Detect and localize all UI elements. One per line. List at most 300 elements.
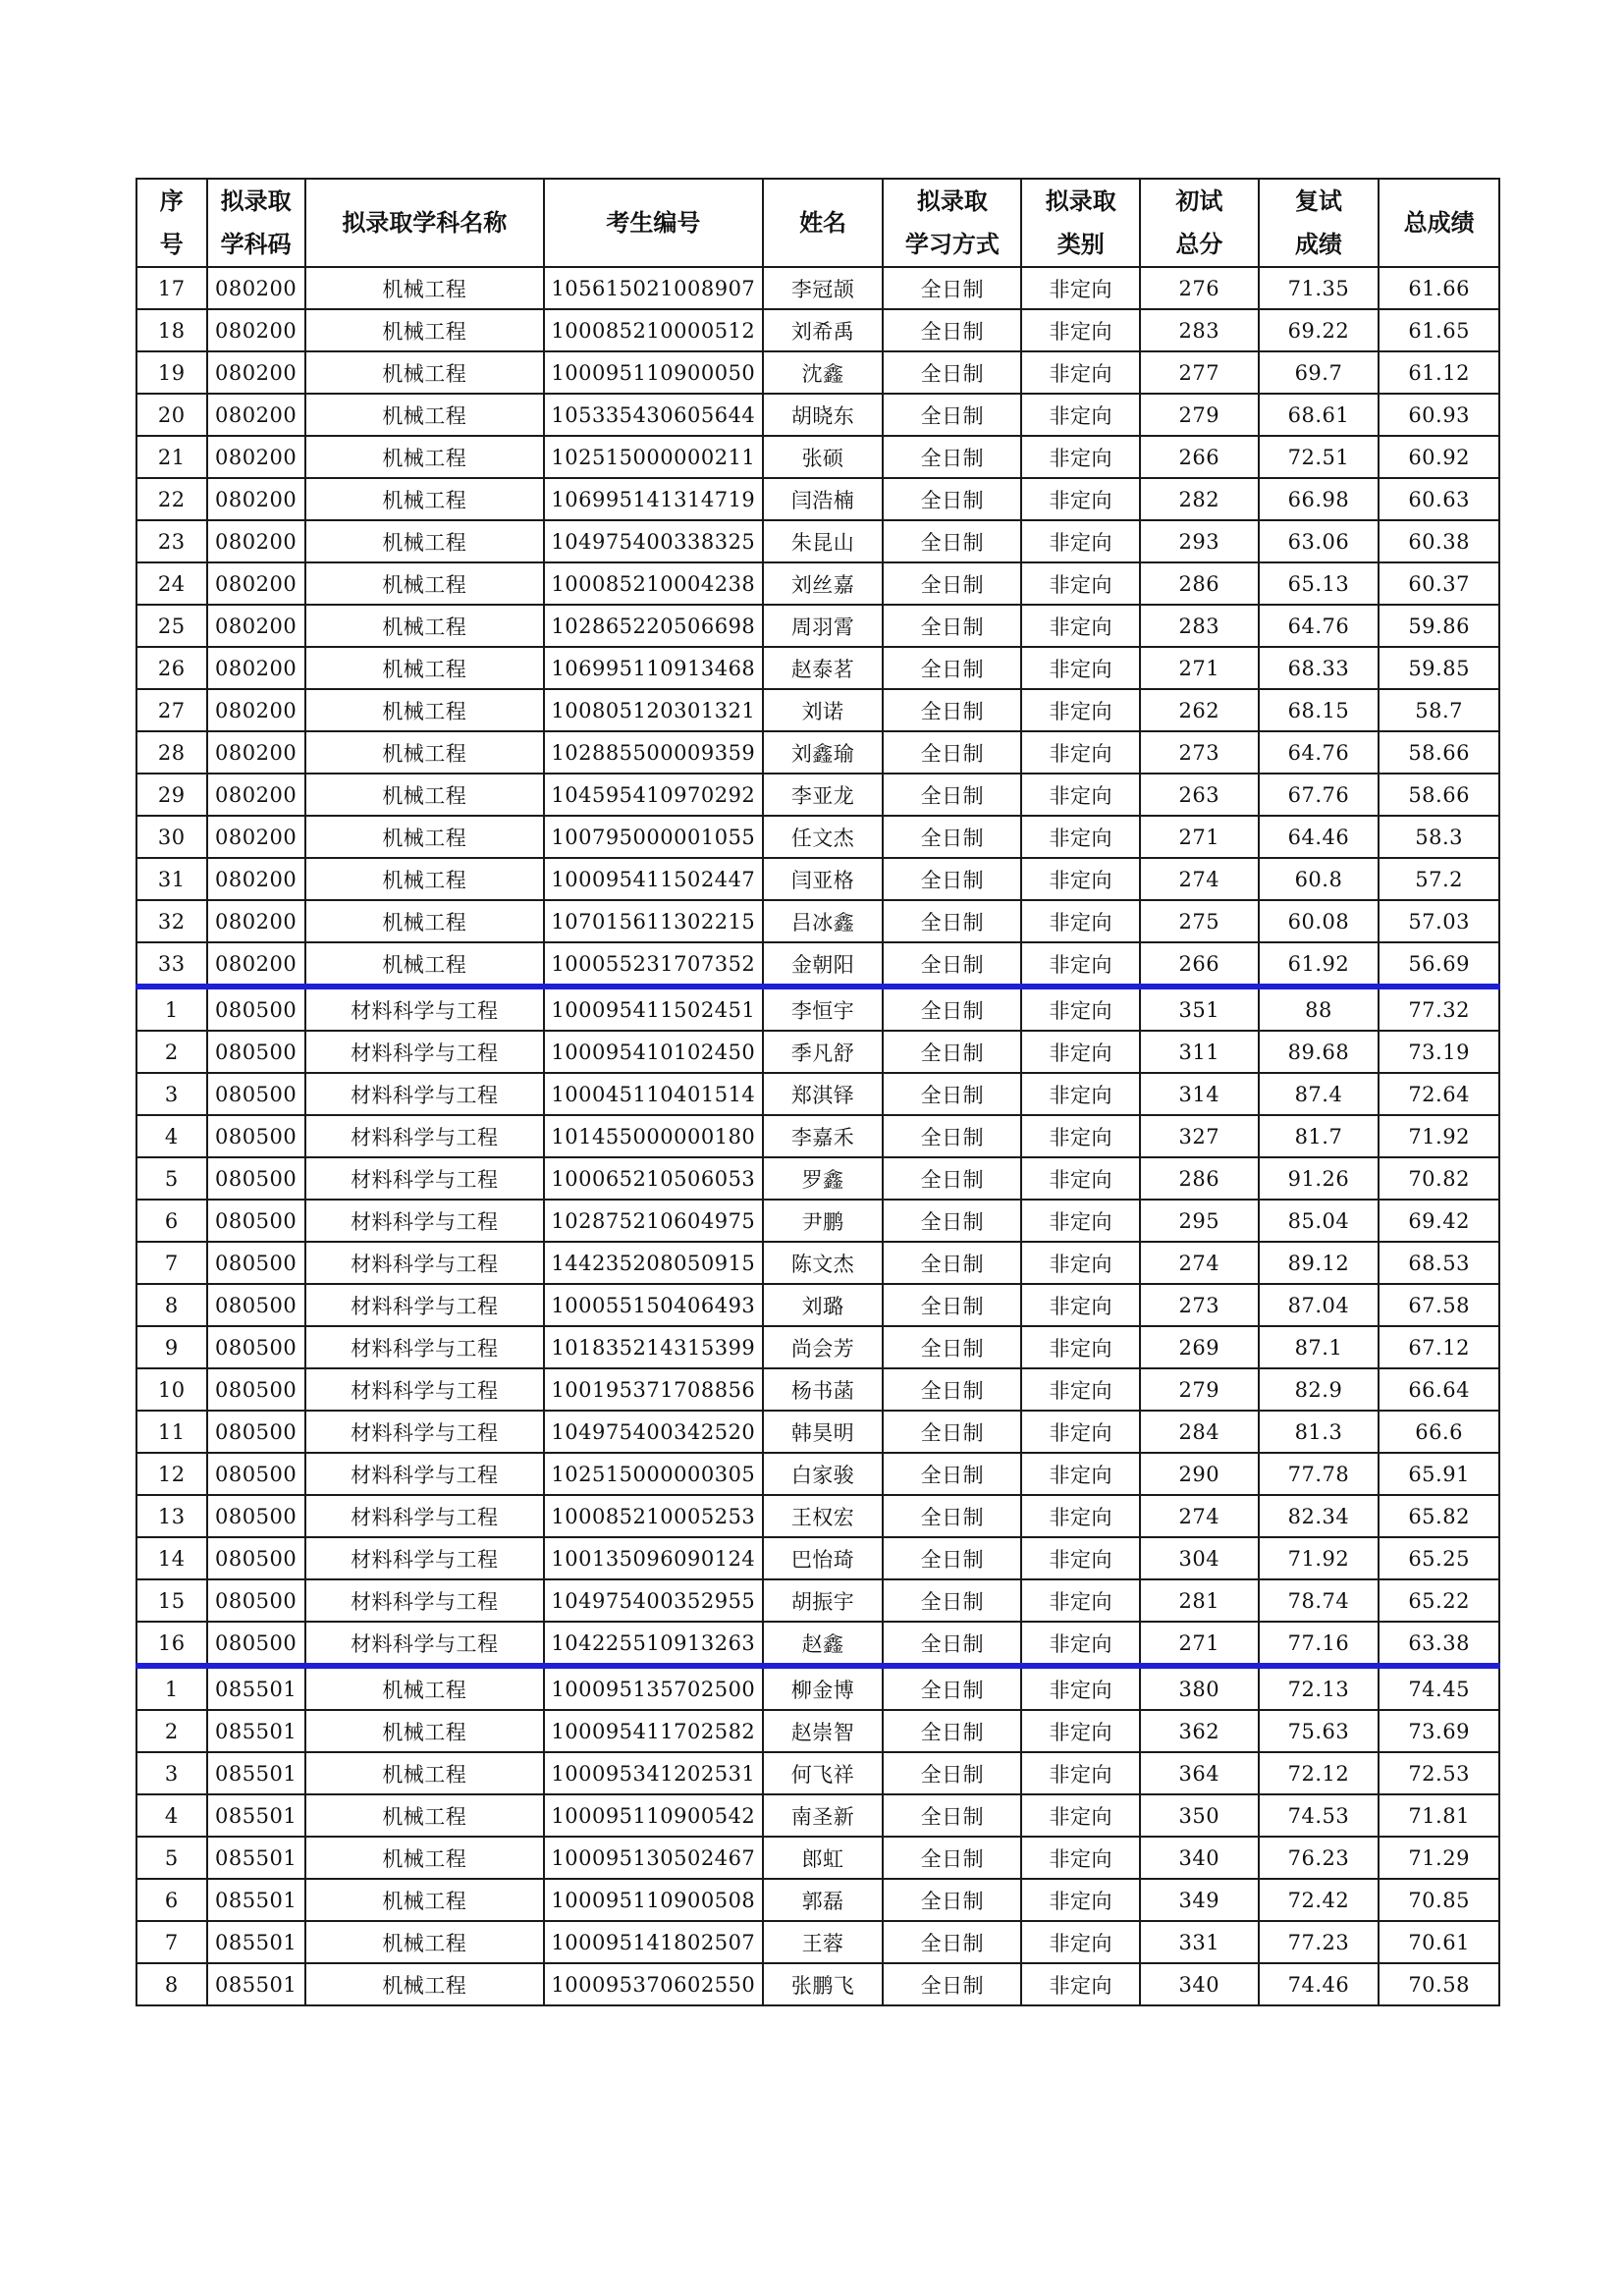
cell-total-score: 72.53 — [1379, 1752, 1499, 1794]
cell-category: 非定向 — [1021, 731, 1140, 774]
cell-prelim-score: 271 — [1140, 647, 1259, 689]
cell-seq: 18 — [136, 309, 207, 351]
cell-seq: 10 — [136, 1368, 207, 1411]
cell-category: 非定向 — [1021, 987, 1140, 1031]
cell-retest-score: 77.23 — [1259, 1921, 1380, 1963]
cell-prelim-score: 331 — [1140, 1921, 1259, 1963]
cell-total-score: 58.7 — [1379, 689, 1499, 731]
cell-study-mode: 全日制 — [883, 987, 1021, 1031]
cell-subject-name: 机械工程 — [305, 942, 544, 987]
cell-candidate-id: 144235208050915 — [544, 1242, 763, 1284]
table-row — [136, 478, 1499, 520]
cell-total-score: 70.58 — [1379, 1963, 1499, 2005]
cell-prelim-score: 266 — [1140, 436, 1259, 478]
cell-subject-code: 080500 — [207, 1622, 305, 1666]
cell-total-score: 59.86 — [1379, 605, 1499, 647]
header-candidate-id — [544, 179, 763, 267]
cell-subject-name: 机械工程 — [305, 1879, 544, 1921]
cell-seq: 16 — [136, 1622, 207, 1666]
cell-study-mode: 全日制 — [883, 562, 1021, 605]
cell-total-score: 60.92 — [1379, 436, 1499, 478]
cell-candidate-id: 107015611302215 — [544, 900, 763, 942]
cell-retest-score: 71.35 — [1259, 267, 1380, 309]
cell-study-mode: 全日制 — [883, 1368, 1021, 1411]
cell-candidate-id: 105335430605644 — [544, 394, 763, 436]
cell-subject-name: 材料科学与工程 — [305, 1495, 544, 1537]
cell-total-score: 73.19 — [1379, 1031, 1499, 1073]
cell-subject-code: 080200 — [207, 731, 305, 774]
cell-prelim-score: 283 — [1140, 309, 1259, 351]
header-label: 拟录取 — [916, 187, 988, 215]
cell-subject-name: 机械工程 — [305, 1666, 544, 1710]
cell-total-score: 60.37 — [1379, 562, 1499, 605]
cell-candidate-id: 106995110913468 — [544, 647, 763, 689]
cell-category: 非定向 — [1021, 1453, 1140, 1495]
header-label: 成绩 — [1294, 230, 1342, 258]
cell-retest-score: 61.92 — [1259, 942, 1380, 987]
cell-total-score: 70.61 — [1379, 1921, 1499, 1963]
cell-prelim-score: 281 — [1140, 1579, 1259, 1622]
cell-candidate-id: 104225510913263 — [544, 1622, 763, 1666]
table-row — [136, 1284, 1499, 1326]
cell-total-score: 56.69 — [1379, 942, 1499, 987]
cell-name: 刘希禹 — [763, 309, 884, 351]
table-row — [136, 436, 1499, 478]
cell-candidate-id: 102875210604975 — [544, 1200, 763, 1242]
cell-seq: 28 — [136, 731, 207, 774]
cell-study-mode: 全日制 — [883, 1411, 1021, 1453]
cell-name: 胡振宇 — [763, 1579, 884, 1622]
cell-retest-score: 89.12 — [1259, 1242, 1380, 1284]
cell-category: 非定向 — [1021, 1921, 1140, 1963]
cell-candidate-id: 100055231707352 — [544, 942, 763, 987]
cell-name: 闫浩楠 — [763, 478, 884, 520]
table-row — [136, 1794, 1499, 1837]
cell-retest-score: 76.23 — [1259, 1837, 1380, 1879]
cell-subject-code: 080200 — [207, 520, 305, 562]
cell-subject-name: 机械工程 — [305, 774, 544, 816]
cell-retest-score: 74.53 — [1259, 1794, 1380, 1837]
cell-study-mode: 全日制 — [883, 1495, 1021, 1537]
cell-subject-code: 080500 — [207, 1284, 305, 1326]
cell-seq: 32 — [136, 900, 207, 942]
cell-retest-score: 60.08 — [1259, 900, 1380, 942]
cell-name: 何飞祥 — [763, 1752, 884, 1794]
cell-study-mode: 全日制 — [883, 1666, 1021, 1710]
cell-total-score: 57.2 — [1379, 858, 1499, 900]
cell-total-score: 71.92 — [1379, 1115, 1499, 1157]
cell-retest-score: 81.3 — [1259, 1411, 1380, 1453]
header-name — [763, 179, 884, 267]
cell-total-score: 58.66 — [1379, 774, 1499, 816]
cell-seq: 30 — [136, 816, 207, 858]
cell-retest-score: 85.04 — [1259, 1200, 1380, 1242]
table-row — [136, 1073, 1499, 1115]
table-row — [136, 689, 1499, 731]
cell-name: 金朝阳 — [763, 942, 884, 987]
cell-subject-name: 机械工程 — [305, 1837, 544, 1879]
cell-prelim-score: 311 — [1140, 1031, 1259, 1073]
cell-seq: 21 — [136, 436, 207, 478]
cell-candidate-id: 104975400338325 — [544, 520, 763, 562]
cell-retest-score: 71.92 — [1259, 1537, 1380, 1579]
cell-subject-name: 机械工程 — [305, 436, 544, 478]
cell-subject-code: 080200 — [207, 478, 305, 520]
cell-seq: 5 — [136, 1157, 207, 1200]
cell-candidate-id: 104975400342520 — [544, 1411, 763, 1453]
cell-subject-code: 080500 — [207, 1242, 305, 1284]
cell-seq: 2 — [136, 1031, 207, 1073]
cell-category: 非定向 — [1021, 1073, 1140, 1115]
cell-retest-score: 69.22 — [1259, 309, 1380, 351]
cell-candidate-id: 100095411702582 — [544, 1710, 763, 1752]
cell-name: 郎虹 — [763, 1837, 884, 1879]
cell-category: 非定向 — [1021, 309, 1140, 351]
cell-category: 非定向 — [1021, 1242, 1140, 1284]
cell-name: 郑淇铎 — [763, 1073, 884, 1115]
cell-prelim-score: 274 — [1140, 1242, 1259, 1284]
cell-retest-score: 77.16 — [1259, 1622, 1380, 1666]
cell-subject-code: 080200 — [207, 562, 305, 605]
cell-subject-code: 080200 — [207, 436, 305, 478]
cell-name: 张硕 — [763, 436, 884, 478]
table-row — [136, 774, 1499, 816]
header-row — [136, 179, 1499, 267]
admission-table — [135, 178, 1500, 2006]
cell-study-mode: 全日制 — [883, 1710, 1021, 1752]
cell-total-score: 74.45 — [1379, 1666, 1499, 1710]
cell-subject-code: 080500 — [207, 1031, 305, 1073]
cell-subject-code: 080500 — [207, 1495, 305, 1537]
cell-retest-score: 91.26 — [1259, 1157, 1380, 1200]
cell-name: 赵鑫 — [763, 1622, 884, 1666]
header-label: 总分 — [1175, 230, 1223, 258]
header-subject-code — [207, 179, 305, 267]
cell-total-score: 69.42 — [1379, 1200, 1499, 1242]
table-row — [136, 351, 1499, 394]
cell-candidate-id: 100065210506053 — [544, 1157, 763, 1200]
cell-category: 非定向 — [1021, 1200, 1140, 1242]
cell-total-score: 66.6 — [1379, 1411, 1499, 1453]
cell-name: 刘丝嘉 — [763, 562, 884, 605]
cell-seq: 25 — [136, 605, 207, 647]
cell-name: 季凡舒 — [763, 1031, 884, 1073]
cell-seq: 29 — [136, 774, 207, 816]
cell-subject-name: 材料科学与工程 — [305, 1537, 544, 1579]
cell-total-score: 61.66 — [1379, 267, 1499, 309]
cell-study-mode: 全日制 — [883, 1326, 1021, 1368]
header-label: 类别 — [1056, 230, 1105, 258]
cell-candidate-id: 100095411502447 — [544, 858, 763, 900]
cell-seq: 11 — [136, 1411, 207, 1453]
cell-subject-name: 材料科学与工程 — [305, 1622, 544, 1666]
cell-candidate-id: 100195371708856 — [544, 1368, 763, 1411]
cell-subject-code: 080500 — [207, 1115, 305, 1157]
cell-seq: 3 — [136, 1073, 207, 1115]
cell-subject-name: 材料科学与工程 — [305, 1411, 544, 1453]
cell-study-mode: 全日制 — [883, 1115, 1021, 1157]
cell-name: 沈鑫 — [763, 351, 884, 394]
cell-name: 闫亚格 — [763, 858, 884, 900]
cell-retest-score: 68.61 — [1259, 394, 1380, 436]
cell-seq: 3 — [136, 1752, 207, 1794]
table-body — [136, 267, 1499, 2005]
cell-prelim-score: 271 — [1140, 1622, 1259, 1666]
cell-retest-score: 72.51 — [1259, 436, 1380, 478]
cell-retest-score: 63.06 — [1259, 520, 1380, 562]
cell-category: 非定向 — [1021, 1963, 1140, 2005]
cell-prelim-score: 271 — [1140, 816, 1259, 858]
table-row — [136, 942, 1499, 987]
cell-subject-code: 080500 — [207, 1157, 305, 1200]
cell-seq: 23 — [136, 520, 207, 562]
cell-subject-name: 材料科学与工程 — [305, 1073, 544, 1115]
cell-subject-code: 080200 — [207, 605, 305, 647]
header-label: 号 — [159, 230, 184, 258]
cell-total-score: 68.53 — [1379, 1242, 1499, 1284]
cell-study-mode: 全日制 — [883, 394, 1021, 436]
cell-subject-code: 085501 — [207, 1921, 305, 1963]
cell-name: 周羽霄 — [763, 605, 884, 647]
table-row — [136, 309, 1499, 351]
cell-prelim-score: 351 — [1140, 987, 1259, 1031]
header-label: 复试 — [1294, 187, 1342, 215]
cell-subject-code: 080500 — [207, 1326, 305, 1368]
cell-subject-code: 080500 — [207, 1453, 305, 1495]
cell-total-score: 71.81 — [1379, 1794, 1499, 1837]
cell-subject-code: 080200 — [207, 647, 305, 689]
cell-candidate-id: 100055150406493 — [544, 1284, 763, 1326]
cell-category: 非定向 — [1021, 1710, 1140, 1752]
header-seq — [136, 179, 207, 267]
cell-prelim-score: 340 — [1140, 1837, 1259, 1879]
cell-category: 非定向 — [1021, 816, 1140, 858]
table-row — [136, 1537, 1499, 1579]
table-row — [136, 858, 1499, 900]
cell-total-score: 60.38 — [1379, 520, 1499, 562]
cell-seq: 2 — [136, 1710, 207, 1752]
cell-candidate-id: 104595410970292 — [544, 774, 763, 816]
cell-total-score: 61.12 — [1379, 351, 1499, 394]
cell-study-mode: 全日制 — [883, 267, 1021, 309]
cell-seq: 19 — [136, 351, 207, 394]
cell-study-mode: 全日制 — [883, 605, 1021, 647]
table-row — [136, 1879, 1499, 1921]
cell-subject-name: 机械工程 — [305, 394, 544, 436]
cell-subject-code: 080500 — [207, 1579, 305, 1622]
cell-retest-score: 75.63 — [1259, 1710, 1380, 1752]
cell-retest-score: 68.15 — [1259, 689, 1380, 731]
cell-total-score: 73.69 — [1379, 1710, 1499, 1752]
cell-study-mode: 全日制 — [883, 1794, 1021, 1837]
cell-prelim-score: 350 — [1140, 1794, 1259, 1837]
cell-study-mode: 全日制 — [883, 478, 1021, 520]
cell-category: 非定向 — [1021, 605, 1140, 647]
cell-prelim-score: 274 — [1140, 858, 1259, 900]
table-row — [136, 1666, 1499, 1710]
cell-study-mode: 全日制 — [883, 1031, 1021, 1073]
cell-retest-score: 67.76 — [1259, 774, 1380, 816]
cell-name: 王蓉 — [763, 1921, 884, 1963]
table-header — [136, 179, 1499, 267]
cell-prelim-score: 362 — [1140, 1710, 1259, 1752]
cell-prelim-score: 364 — [1140, 1752, 1259, 1794]
cell-total-score: 66.64 — [1379, 1368, 1499, 1411]
cell-candidate-id: 105615021008907 — [544, 267, 763, 309]
cell-subject-code: 080200 — [207, 774, 305, 816]
cell-candidate-id: 106995141314719 — [544, 478, 763, 520]
cell-retest-score: 77.78 — [1259, 1453, 1380, 1495]
cell-subject-name: 机械工程 — [305, 1963, 544, 2005]
cell-study-mode: 全日制 — [883, 1537, 1021, 1579]
cell-subject-name: 材料科学与工程 — [305, 1200, 544, 1242]
cell-category: 非定向 — [1021, 436, 1140, 478]
table-row — [136, 1752, 1499, 1794]
cell-prelim-score: 286 — [1140, 562, 1259, 605]
cell-subject-code: 080200 — [207, 689, 305, 731]
cell-prelim-score: 273 — [1140, 1284, 1259, 1326]
cell-name: 刘鑫瑜 — [763, 731, 884, 774]
cell-subject-name: 材料科学与工程 — [305, 987, 544, 1031]
cell-name: 朱昆山 — [763, 520, 884, 562]
table-row — [136, 605, 1499, 647]
table-row — [136, 731, 1499, 774]
cell-subject-code: 085501 — [207, 1710, 305, 1752]
cell-prelim-score: 380 — [1140, 1666, 1259, 1710]
cell-candidate-id: 100095410102450 — [544, 1031, 763, 1073]
cell-study-mode: 全日制 — [883, 1073, 1021, 1115]
cell-retest-score: 89.68 — [1259, 1031, 1380, 1073]
cell-seq: 33 — [136, 942, 207, 987]
cell-prelim-score: 340 — [1140, 1963, 1259, 2005]
cell-subject-code: 080500 — [207, 1073, 305, 1115]
cell-category: 非定向 — [1021, 900, 1140, 942]
cell-retest-score: 64.46 — [1259, 816, 1380, 858]
cell-subject-code: 080500 — [207, 1537, 305, 1579]
cell-study-mode: 全日制 — [883, 351, 1021, 394]
cell-prelim-score: 277 — [1140, 351, 1259, 394]
cell-prelim-score: 349 — [1140, 1879, 1259, 1921]
cell-study-mode: 全日制 — [883, 1453, 1021, 1495]
cell-subject-name: 机械工程 — [305, 647, 544, 689]
cell-name: 王权宏 — [763, 1495, 884, 1537]
cell-subject-name: 材料科学与工程 — [305, 1242, 544, 1284]
cell-prelim-score: 279 — [1140, 394, 1259, 436]
cell-category: 非定向 — [1021, 351, 1140, 394]
cell-prelim-score: 283 — [1140, 605, 1259, 647]
cell-subject-code: 080200 — [207, 267, 305, 309]
table-row — [136, 1326, 1499, 1368]
cell-prelim-score: 314 — [1140, 1073, 1259, 1115]
cell-prelim-score: 293 — [1140, 520, 1259, 562]
cell-name: 胡晓东 — [763, 394, 884, 436]
header-retest-score — [1259, 179, 1380, 267]
cell-subject-name: 材料科学与工程 — [305, 1326, 544, 1368]
cell-seq: 27 — [136, 689, 207, 731]
cell-category: 非定向 — [1021, 394, 1140, 436]
cell-subject-code: 080200 — [207, 351, 305, 394]
table-row — [136, 1157, 1499, 1200]
cell-retest-score: 64.76 — [1259, 731, 1380, 774]
cell-prelim-score: 284 — [1140, 1411, 1259, 1453]
cell-candidate-id: 100085210000512 — [544, 309, 763, 351]
header-study-mode — [883, 179, 1021, 267]
cell-name: 陈文杰 — [763, 1242, 884, 1284]
cell-name: 白家骏 — [763, 1453, 884, 1495]
cell-subject-name: 机械工程 — [305, 1752, 544, 1794]
cell-category: 非定向 — [1021, 562, 1140, 605]
cell-subject-name: 机械工程 — [305, 267, 544, 309]
cell-category: 非定向 — [1021, 689, 1140, 731]
cell-subject-code: 080500 — [207, 1200, 305, 1242]
cell-study-mode: 全日制 — [883, 1284, 1021, 1326]
cell-subject-code: 080200 — [207, 942, 305, 987]
cell-total-score: 61.65 — [1379, 309, 1499, 351]
cell-total-score: 65.22 — [1379, 1579, 1499, 1622]
cell-seq: 22 — [136, 478, 207, 520]
cell-seq: 1 — [136, 1666, 207, 1710]
table-row — [136, 562, 1499, 605]
cell-subject-name: 机械工程 — [305, 1794, 544, 1837]
cell-study-mode: 全日制 — [883, 900, 1021, 942]
cell-category: 非定向 — [1021, 520, 1140, 562]
cell-study-mode: 全日制 — [883, 1879, 1021, 1921]
cell-seq: 5 — [136, 1837, 207, 1879]
cell-candidate-id: 100095110900508 — [544, 1879, 763, 1921]
cell-category: 非定向 — [1021, 1837, 1140, 1879]
cell-subject-name: 材料科学与工程 — [305, 1368, 544, 1411]
cell-candidate-id: 100095370602550 — [544, 1963, 763, 2005]
cell-name: 柳金博 — [763, 1666, 884, 1710]
cell-subject-name: 材料科学与工程 — [305, 1031, 544, 1073]
table-row — [136, 987, 1499, 1031]
header-label: 学习方式 — [904, 230, 1000, 258]
table-row — [136, 816, 1499, 858]
header-label: 总成绩 — [1403, 208, 1475, 237]
cell-subject-name: 机械工程 — [305, 478, 544, 520]
cell-candidate-id: 100095130502467 — [544, 1837, 763, 1879]
cell-prelim-score: 286 — [1140, 1157, 1259, 1200]
cell-category: 非定向 — [1021, 1794, 1140, 1837]
cell-subject-name: 材料科学与工程 — [305, 1284, 544, 1326]
cell-category: 非定向 — [1021, 1326, 1140, 1368]
cell-seq: 20 — [136, 394, 207, 436]
cell-retest-score: 78.74 — [1259, 1579, 1380, 1622]
cell-study-mode: 全日制 — [883, 731, 1021, 774]
cell-category: 非定向 — [1021, 1495, 1140, 1537]
cell-name: 尚会芳 — [763, 1326, 884, 1368]
cell-candidate-id: 100135096090124 — [544, 1537, 763, 1579]
cell-seq: 4 — [136, 1794, 207, 1837]
cell-candidate-id: 100095135702500 — [544, 1666, 763, 1710]
cell-total-score: 63.38 — [1379, 1622, 1499, 1666]
cell-candidate-id: 102515000000211 — [544, 436, 763, 478]
cell-total-score: 67.12 — [1379, 1326, 1499, 1368]
cell-seq: 26 — [136, 647, 207, 689]
cell-total-score: 70.85 — [1379, 1879, 1499, 1921]
cell-candidate-id: 102515000000305 — [544, 1453, 763, 1495]
cell-category: 非定向 — [1021, 1537, 1140, 1579]
cell-prelim-score: 295 — [1140, 1200, 1259, 1242]
cell-category: 非定向 — [1021, 1666, 1140, 1710]
cell-category: 非定向 — [1021, 478, 1140, 520]
cell-prelim-score: 262 — [1140, 689, 1259, 731]
cell-name: 刘璐 — [763, 1284, 884, 1326]
cell-prelim-score: 263 — [1140, 774, 1259, 816]
cell-study-mode: 全日制 — [883, 436, 1021, 478]
cell-candidate-id: 100805120301321 — [544, 689, 763, 731]
cell-subject-code: 080200 — [207, 394, 305, 436]
